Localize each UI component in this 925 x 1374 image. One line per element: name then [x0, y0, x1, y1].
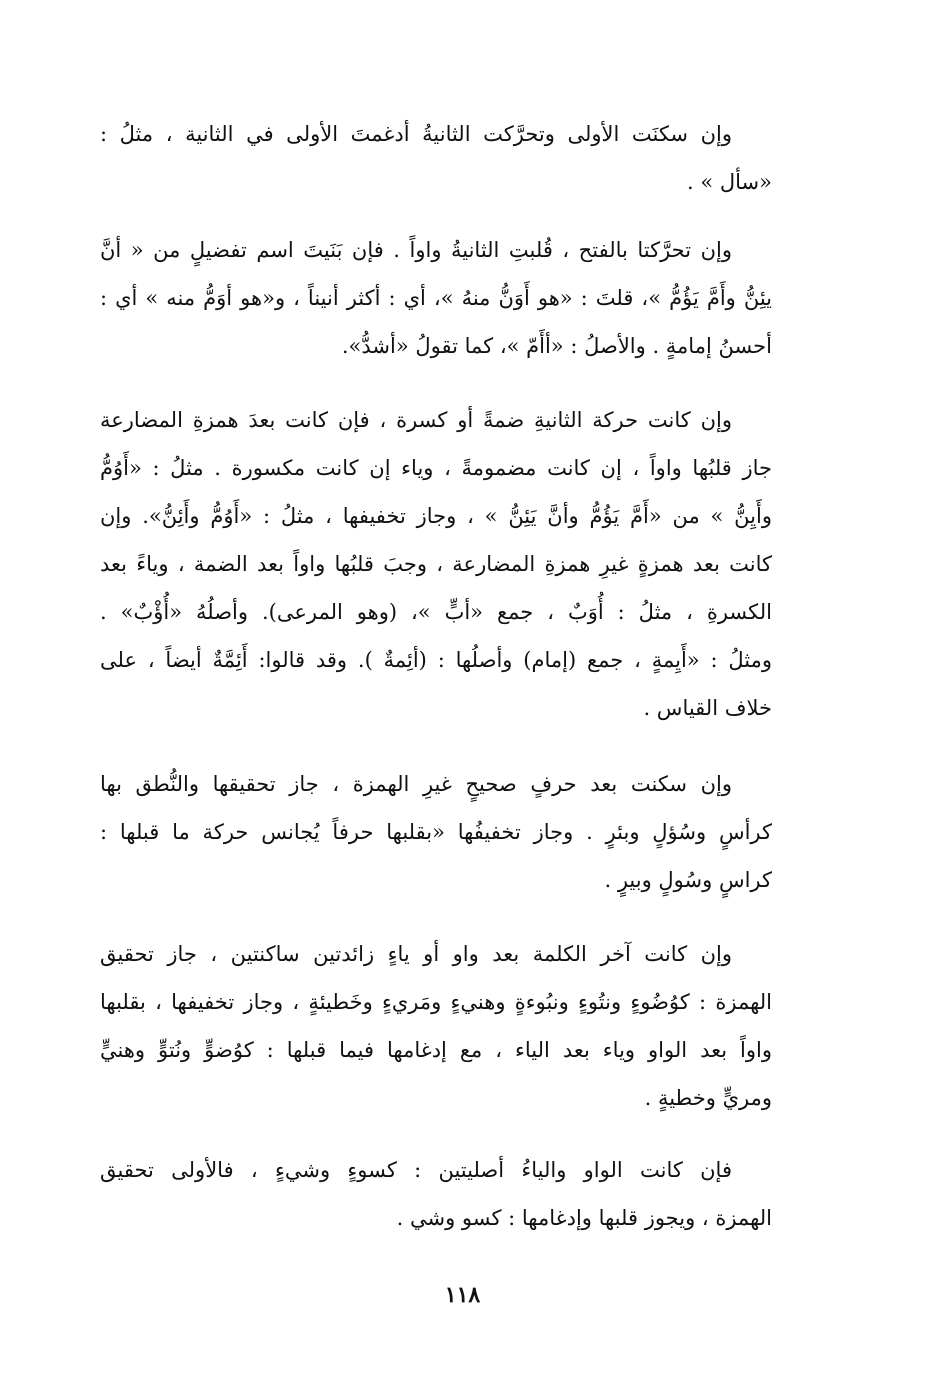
- text-line: ومثلُ : «أَيِمةٍ ، جمع (إمام) وأصلُها : (أئِمةٌ ). وقد قالوا: أَئِمَّةٌ أيضاً ، على: [100, 648, 772, 672]
- paragraph-2: [100, 226, 812, 370]
- text-line: خلاف القياس .: [643, 696, 772, 720]
- paragraph-4: [100, 760, 812, 904]
- paragraph-5: [100, 930, 812, 1122]
- text-line: الكسرةِ ، مثلُ : أُوَبٌ ، جمع «أبٍّ »، (وهو المرعى). وأصلُهُ «أُؤْبٌ» .: [100, 600, 772, 624]
- text-line: وإن سكنت بعد حرفٍ صحيحٍ غيرِ الهمزة ، جاز تحقيقها والنُّطق بها: [100, 772, 732, 796]
- text-line: ومريٍّ وخطيةٍ .: [644, 1086, 772, 1110]
- text-line: جاز قلبُها واواً ، إن كانت مضمومةً ، وياء إن كانت مكسورة . مثلُ : «أَوُمُّ: [100, 456, 772, 480]
- text-line: واواً بعد الواو وياء بعد الياء ، مع إدغامها فيما قبلها : كوُضوٍّ ونُتوٍّ وهنيٍّ: [100, 1038, 772, 1062]
- text-line: وإن كانت حركة الثانيةِ ضمةً أو كسرة ، فإن كانت بعدَ همزةِ المضارعة: [100, 408, 732, 432]
- text-line: «سأل » .: [687, 170, 772, 194]
- text-line: كانت بعد همزةٍ غيرِ همزةِ المضارعة ، وجبَ قلبُها واواً بعد الضمة ، وياءً بعد: [100, 552, 772, 576]
- text-line: يئِنُّ وأَمَّ يَؤُمُّ »، قلتَ : «هو أَوَنُّ منهُ »، أي : أكثر أنيناً ، و«هو أوَمُّ منه » أي :: [100, 286, 772, 310]
- text-line: وأَيِنُّ » من «أَمَّ يَؤُمُّ وأنَّ يَئِنُّ » ، وجاز تخفيفها ، مثلُ : «أَوُمُّ وأَئِنُّ». وإن: [100, 504, 772, 528]
- paragraph-1: [100, 110, 812, 206]
- paragraph-3: [100, 396, 812, 732]
- text-line: وإن تحرَّكتا بالفتح ، قُلبتِ الثانيةُ واواً . فإن بَنَيتَ اسم تفضيلٍ من « أنَّ: [100, 238, 732, 262]
- text-line: وإن سكنَت الأولى وتحرَّكت الثانيةُ أدغمتَ الأولى في الثانية ، مثلُ :: [100, 122, 732, 146]
- text-line: أحسنُ إمامةٍ . والأصلُ : «أأَمّ »، كما تقولُ «أشدُّ».: [341, 334, 772, 358]
- text-line: وإن كانت آخر الكلمة بعد واو أو ياءٍ زائدتين ساكنتين ، جاز تحقيق: [100, 942, 732, 966]
- text-line: كراسٍ وسُولٍ وبيرٍ .: [604, 868, 772, 892]
- page-number: ١١٨: [444, 1282, 481, 1308]
- text-line: فإن كانت الواو والياءُ أصليتين : كسوءٍ وشيءٍ ، فالأولى تحقيق: [100, 1158, 732, 1182]
- text-line: الهمزة : كوُضُوءٍ ونتُوءٍ ونبُوءةٍ وهنيءٍ ومَريءٍ وخَطيئةٍ ، وجاز تخفيفها ، بقلبها: [100, 990, 772, 1014]
- paragraph-6: [100, 1146, 812, 1242]
- page-body: [100, 110, 812, 1242]
- text-line: الهمزة ، ويجوز قلبها وإدغامها : كسو وشي .: [396, 1206, 772, 1230]
- text-line: كرأسٍ وسُؤلٍ وبئرٍ . وجاز تخفيفُها «بقلبها حرفاً يُجانس حركة ما قبلها :: [100, 820, 772, 844]
